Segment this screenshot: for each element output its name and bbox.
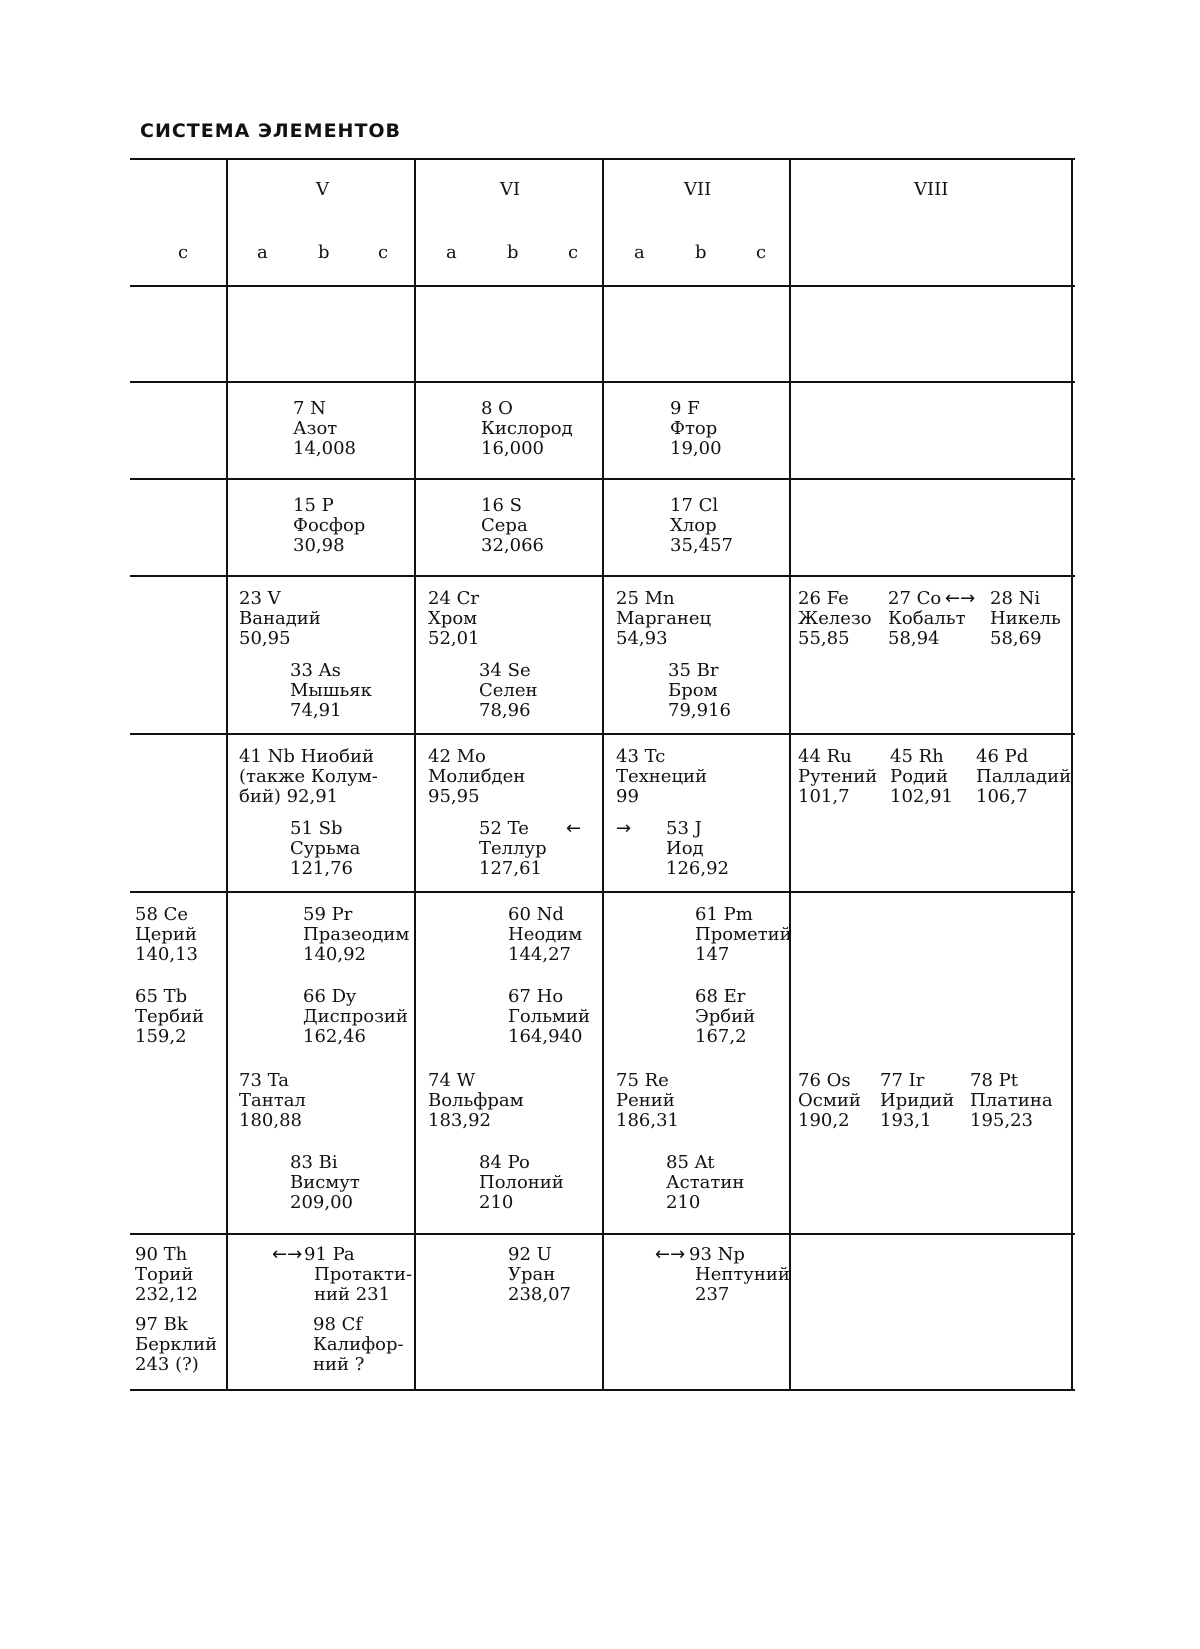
element-symbol: 17 Cl	[670, 495, 719, 516]
element-name: Ванадий	[239, 608, 321, 629]
element-name: Рений	[616, 1090, 675, 1111]
element-weight: 243 (?)	[135, 1354, 199, 1375]
element-name: Теллур	[479, 838, 547, 859]
element-symbol: 9 F	[670, 398, 700, 419]
element-cell-Nb	[239, 747, 378, 807]
element-name: Палладий	[976, 766, 1072, 787]
element-weight: 54,93	[616, 628, 668, 649]
element-weight: 180,88	[239, 1110, 302, 1131]
element-symbol: 93 Np	[689, 1244, 745, 1265]
element-name: Мышьяк	[290, 680, 372, 701]
element-cell-Nd	[508, 905, 582, 965]
element-name: Хлор	[670, 515, 717, 536]
element-weight: 16,000	[481, 438, 544, 459]
element-weight: 74,91	[290, 700, 342, 721]
element-name: Берклий	[135, 1334, 218, 1355]
subgroup-c: c	[756, 242, 767, 263]
element-name: Родий	[890, 766, 949, 787]
element-symbol: 77 Ir	[880, 1070, 925, 1091]
group-header-vii: VII	[684, 179, 712, 200]
element-symbol: 53 J	[666, 818, 702, 839]
element-name: Диспрозий	[303, 1006, 408, 1027]
element-weight: 164,940	[508, 1026, 583, 1047]
element-name: Хром	[428, 608, 478, 629]
element-weight: 127,61	[479, 858, 542, 879]
subgroup-b: b	[507, 242, 519, 263]
element-symbol: 66 Dy	[303, 986, 357, 1007]
subgroup-b: b	[318, 242, 330, 263]
element-name: Тербий	[135, 1006, 205, 1027]
element-symbol: 58 Ce	[135, 904, 189, 925]
element-symbol: 78 Pt	[970, 1070, 1018, 1091]
element-name: Астатин	[666, 1172, 745, 1193]
element-cell-Np	[689, 1245, 790, 1305]
element-cell-S	[481, 496, 544, 556]
element-name: Нептуний	[695, 1264, 790, 1285]
element-cell-Ru	[798, 747, 877, 807]
element-weight: 140,13	[135, 944, 198, 965]
element-name: Сера	[481, 515, 528, 536]
element-name: Технеций	[616, 766, 708, 787]
element-symbol: 98 Cf	[313, 1314, 363, 1335]
element-symbol: 42 Mo	[428, 746, 486, 767]
page-title: СИСТЕМА ЭЛЕМЕНТОВ	[140, 120, 402, 142]
arrow-right-icon: →	[616, 818, 632, 839]
element-cell-Po	[479, 1153, 564, 1213]
element-symbol: 25 Mn	[616, 588, 675, 609]
element-name: Фосфор	[293, 515, 366, 536]
element-name: Фтор	[670, 418, 718, 439]
element-symbol: 35 Br	[668, 660, 719, 681]
element-symbol: 27 Co	[888, 588, 942, 609]
element-weight: 183,92	[428, 1110, 491, 1131]
element-cell-Th	[135, 1245, 198, 1305]
element-cell-Bk	[135, 1315, 217, 1375]
element-weight: 19,00	[670, 438, 722, 459]
element-symbol: 90 Th	[135, 1244, 188, 1265]
element-weight: 58,69	[990, 628, 1042, 649]
element-symbol: 85 At	[666, 1152, 715, 1173]
element-name: Рутений	[798, 766, 878, 787]
element-weight: 95,95	[428, 786, 480, 807]
element-weight: 52,01	[428, 628, 480, 649]
element-name: Вольфрам	[428, 1090, 524, 1111]
element-name: Уран	[508, 1264, 556, 1285]
element-weight: 209,00	[290, 1192, 353, 1213]
element-cell-Tc	[616, 747, 707, 807]
element-weight: 193,1	[880, 1110, 932, 1131]
element-weight: 190,2	[798, 1110, 850, 1131]
element-cell-Br	[668, 661, 731, 721]
element-symbol: 59 Pr	[303, 904, 353, 925]
element-name: Кобальт	[888, 608, 966, 629]
element-symbol: 28 Ni	[990, 588, 1041, 609]
element-name: Протакти-	[314, 1264, 413, 1285]
arrow-left-icon: ←	[566, 818, 582, 839]
subgroup-a: a	[634, 242, 645, 263]
element-symbol: 45 Rh	[890, 746, 944, 767]
double-arrow-icon: ←→	[945, 588, 976, 609]
divider	[226, 160, 228, 1390]
element-weight: 237	[695, 1284, 730, 1305]
element-name: Сурьма	[290, 838, 361, 859]
subgroup-c: c	[568, 242, 579, 263]
element-cell-Er	[695, 987, 755, 1047]
element-cell-Ta	[239, 1071, 306, 1131]
element-symbol: 68 Er	[695, 986, 746, 1007]
element-name: Торий	[135, 1264, 194, 1285]
element-cell-Ni	[990, 589, 1061, 649]
element-symbol: 97 Bk	[135, 1314, 188, 1335]
element-symbol: 60 Nd	[508, 904, 564, 925]
element-name: Гольмий	[508, 1006, 590, 1027]
element-name: Прометий	[695, 924, 792, 945]
element-name: Железо	[798, 608, 872, 629]
element-symbol: 24 Cr	[428, 588, 480, 609]
element-symbol: 52 Te	[479, 818, 529, 839]
element-weight: 195,23	[970, 1110, 1033, 1131]
element-name: Молибден	[428, 766, 526, 787]
element-symbol: 44 Ru	[798, 746, 852, 767]
element-cell-Mn	[616, 589, 711, 649]
element-name: Эрбий	[695, 1006, 756, 1027]
element-symbol: 73 Ta	[239, 1070, 289, 1091]
element-symbol: 83 Bi	[290, 1152, 338, 1173]
element-name: Церий	[135, 924, 197, 945]
element-weight: 30,98	[293, 535, 345, 556]
divider	[789, 160, 791, 1390]
element-cell-J	[666, 819, 729, 879]
element-cell-Re	[616, 1071, 679, 1131]
divider	[602, 160, 604, 1390]
element-name: Тантал	[239, 1090, 306, 1111]
element-name: Азот	[293, 418, 338, 439]
group-header-v: V	[316, 179, 329, 200]
element-cell-Cl	[670, 496, 733, 556]
element-cell-Os	[798, 1071, 861, 1131]
element-symbol: 8 O	[481, 398, 513, 419]
element-weight: бий) 92,91	[239, 786, 339, 807]
element-name: Иод	[666, 838, 704, 859]
element-cell-N	[293, 399, 356, 459]
element-cell-W	[428, 1071, 524, 1131]
subgroup-a: a	[257, 242, 268, 263]
element-cell-Ir	[880, 1071, 954, 1131]
element-symbol: 76 Os	[798, 1070, 851, 1091]
element-symbol: 46 Pd	[976, 746, 1029, 767]
element-symbol: 26 Fe	[798, 588, 849, 609]
element-weight: 35,457	[670, 535, 733, 556]
divider	[414, 160, 416, 1390]
element-weight: 102,91	[890, 786, 953, 807]
element-weight: 162,46	[303, 1026, 366, 1047]
element-cell-Rh	[890, 747, 953, 807]
element-weight: 167,2	[695, 1026, 747, 1047]
element-weight: ний ?	[313, 1354, 365, 1375]
element-cell-Dy	[303, 987, 408, 1047]
element-cell-Pm	[695, 905, 792, 965]
subgroup-a: a	[446, 242, 457, 263]
element-name: Калифор-	[313, 1334, 404, 1355]
element-cell-Mo	[428, 747, 525, 807]
element-cell-O	[481, 399, 573, 459]
element-symbol: 16 S	[481, 495, 522, 516]
double-arrow-icon: ←→	[655, 1244, 686, 1265]
element-cell-Cr	[428, 589, 480, 649]
element-weight: 210	[666, 1192, 701, 1213]
element-name: Бром	[668, 680, 718, 701]
element-symbol: 65 Tb	[135, 986, 188, 1007]
element-cell-Bi	[290, 1153, 360, 1213]
element-weight: 78,96	[479, 700, 531, 721]
element-weight: 99	[616, 786, 639, 807]
element-name: Празеодим	[303, 924, 410, 945]
element-weight: 126,92	[666, 858, 729, 879]
element-cell-Pd	[976, 747, 1071, 807]
element-symbol: 41 Nb Ниобий	[239, 746, 374, 767]
element-name: Висмут	[290, 1172, 360, 1193]
element-weight: 147	[695, 944, 730, 965]
element-symbol: 15 P	[293, 495, 334, 516]
element-symbol: 7 N	[293, 398, 326, 419]
element-name: Никель	[990, 608, 1061, 629]
element-symbol: 92 U	[508, 1244, 552, 1265]
element-weight: ний 231	[314, 1284, 391, 1305]
element-name: Осмий	[798, 1090, 861, 1111]
element-cell-Te	[479, 819, 547, 879]
element-name: Иридий	[880, 1090, 955, 1111]
element-name: Неодим	[508, 924, 583, 945]
element-weight: 232,12	[135, 1284, 198, 1305]
element-symbol: 43 Tc	[616, 746, 666, 767]
element-name: Селен	[479, 680, 538, 701]
element-name: (также Колум-	[239, 766, 378, 787]
element-weight: 121,76	[290, 858, 353, 879]
element-cell-Tb	[135, 987, 204, 1047]
element-weight: 58,94	[888, 628, 940, 649]
element-name: Полоний	[479, 1172, 564, 1193]
element-cell-V	[239, 589, 321, 649]
element-cell-As	[290, 661, 372, 721]
element-symbol: 67 Ho	[508, 986, 564, 1007]
element-cell-Pr	[303, 905, 409, 965]
group-header-viii: VIII	[914, 179, 949, 200]
element-symbol: 91 Pa	[304, 1244, 355, 1265]
element-weight: 32,066	[481, 535, 544, 556]
element-cell-Cf	[313, 1315, 404, 1375]
element-symbol: 33 As	[290, 660, 341, 681]
element-weight: 106,7	[976, 786, 1028, 807]
element-name: Марганец	[616, 608, 712, 629]
element-weight: 50,95	[239, 628, 291, 649]
element-cell-Ho	[508, 987, 590, 1047]
element-symbol: 74 W	[428, 1070, 476, 1091]
subgroup-c: c	[378, 242, 389, 263]
element-cell-P	[293, 496, 365, 556]
element-cell-Pt	[970, 1071, 1053, 1131]
element-weight: 238,07	[508, 1284, 571, 1305]
element-cell-U	[508, 1245, 571, 1305]
element-cell-At	[666, 1153, 744, 1213]
element-weight: 186,31	[616, 1110, 679, 1131]
element-symbol: 51 Sb	[290, 818, 343, 839]
element-symbol: 61 Pm	[695, 904, 753, 925]
element-weight: 140,92	[303, 944, 366, 965]
element-name: Кислород	[481, 418, 573, 439]
double-arrow-icon: ←→	[272, 1244, 303, 1265]
element-cell-Sb	[290, 819, 360, 879]
element-symbol: 84 Po	[479, 1152, 530, 1173]
element-symbol: 75 Re	[616, 1070, 669, 1091]
element-cell-Fe	[798, 589, 872, 649]
element-weight: 101,7	[798, 786, 850, 807]
element-weight: 144,27	[508, 944, 571, 965]
element-weight: 55,85	[798, 628, 850, 649]
element-symbol: 23 V	[239, 588, 281, 609]
subgroup-c: c	[178, 242, 189, 263]
element-weight: 14,008	[293, 438, 356, 459]
divider	[1071, 160, 1073, 1390]
element-name: Платина	[970, 1090, 1053, 1111]
element-weight: 79,916	[668, 700, 731, 721]
element-cell-F	[670, 399, 722, 459]
element-symbol: 34 Se	[479, 660, 531, 681]
group-header-vi: VI	[500, 179, 521, 200]
element-cell-Pa	[304, 1245, 412, 1305]
element-cell-Se	[479, 661, 538, 721]
element-weight: 210	[479, 1192, 514, 1213]
element-weight: 159,2	[135, 1026, 187, 1047]
element-cell-Ce	[135, 905, 198, 965]
subgroup-b: b	[695, 242, 707, 263]
